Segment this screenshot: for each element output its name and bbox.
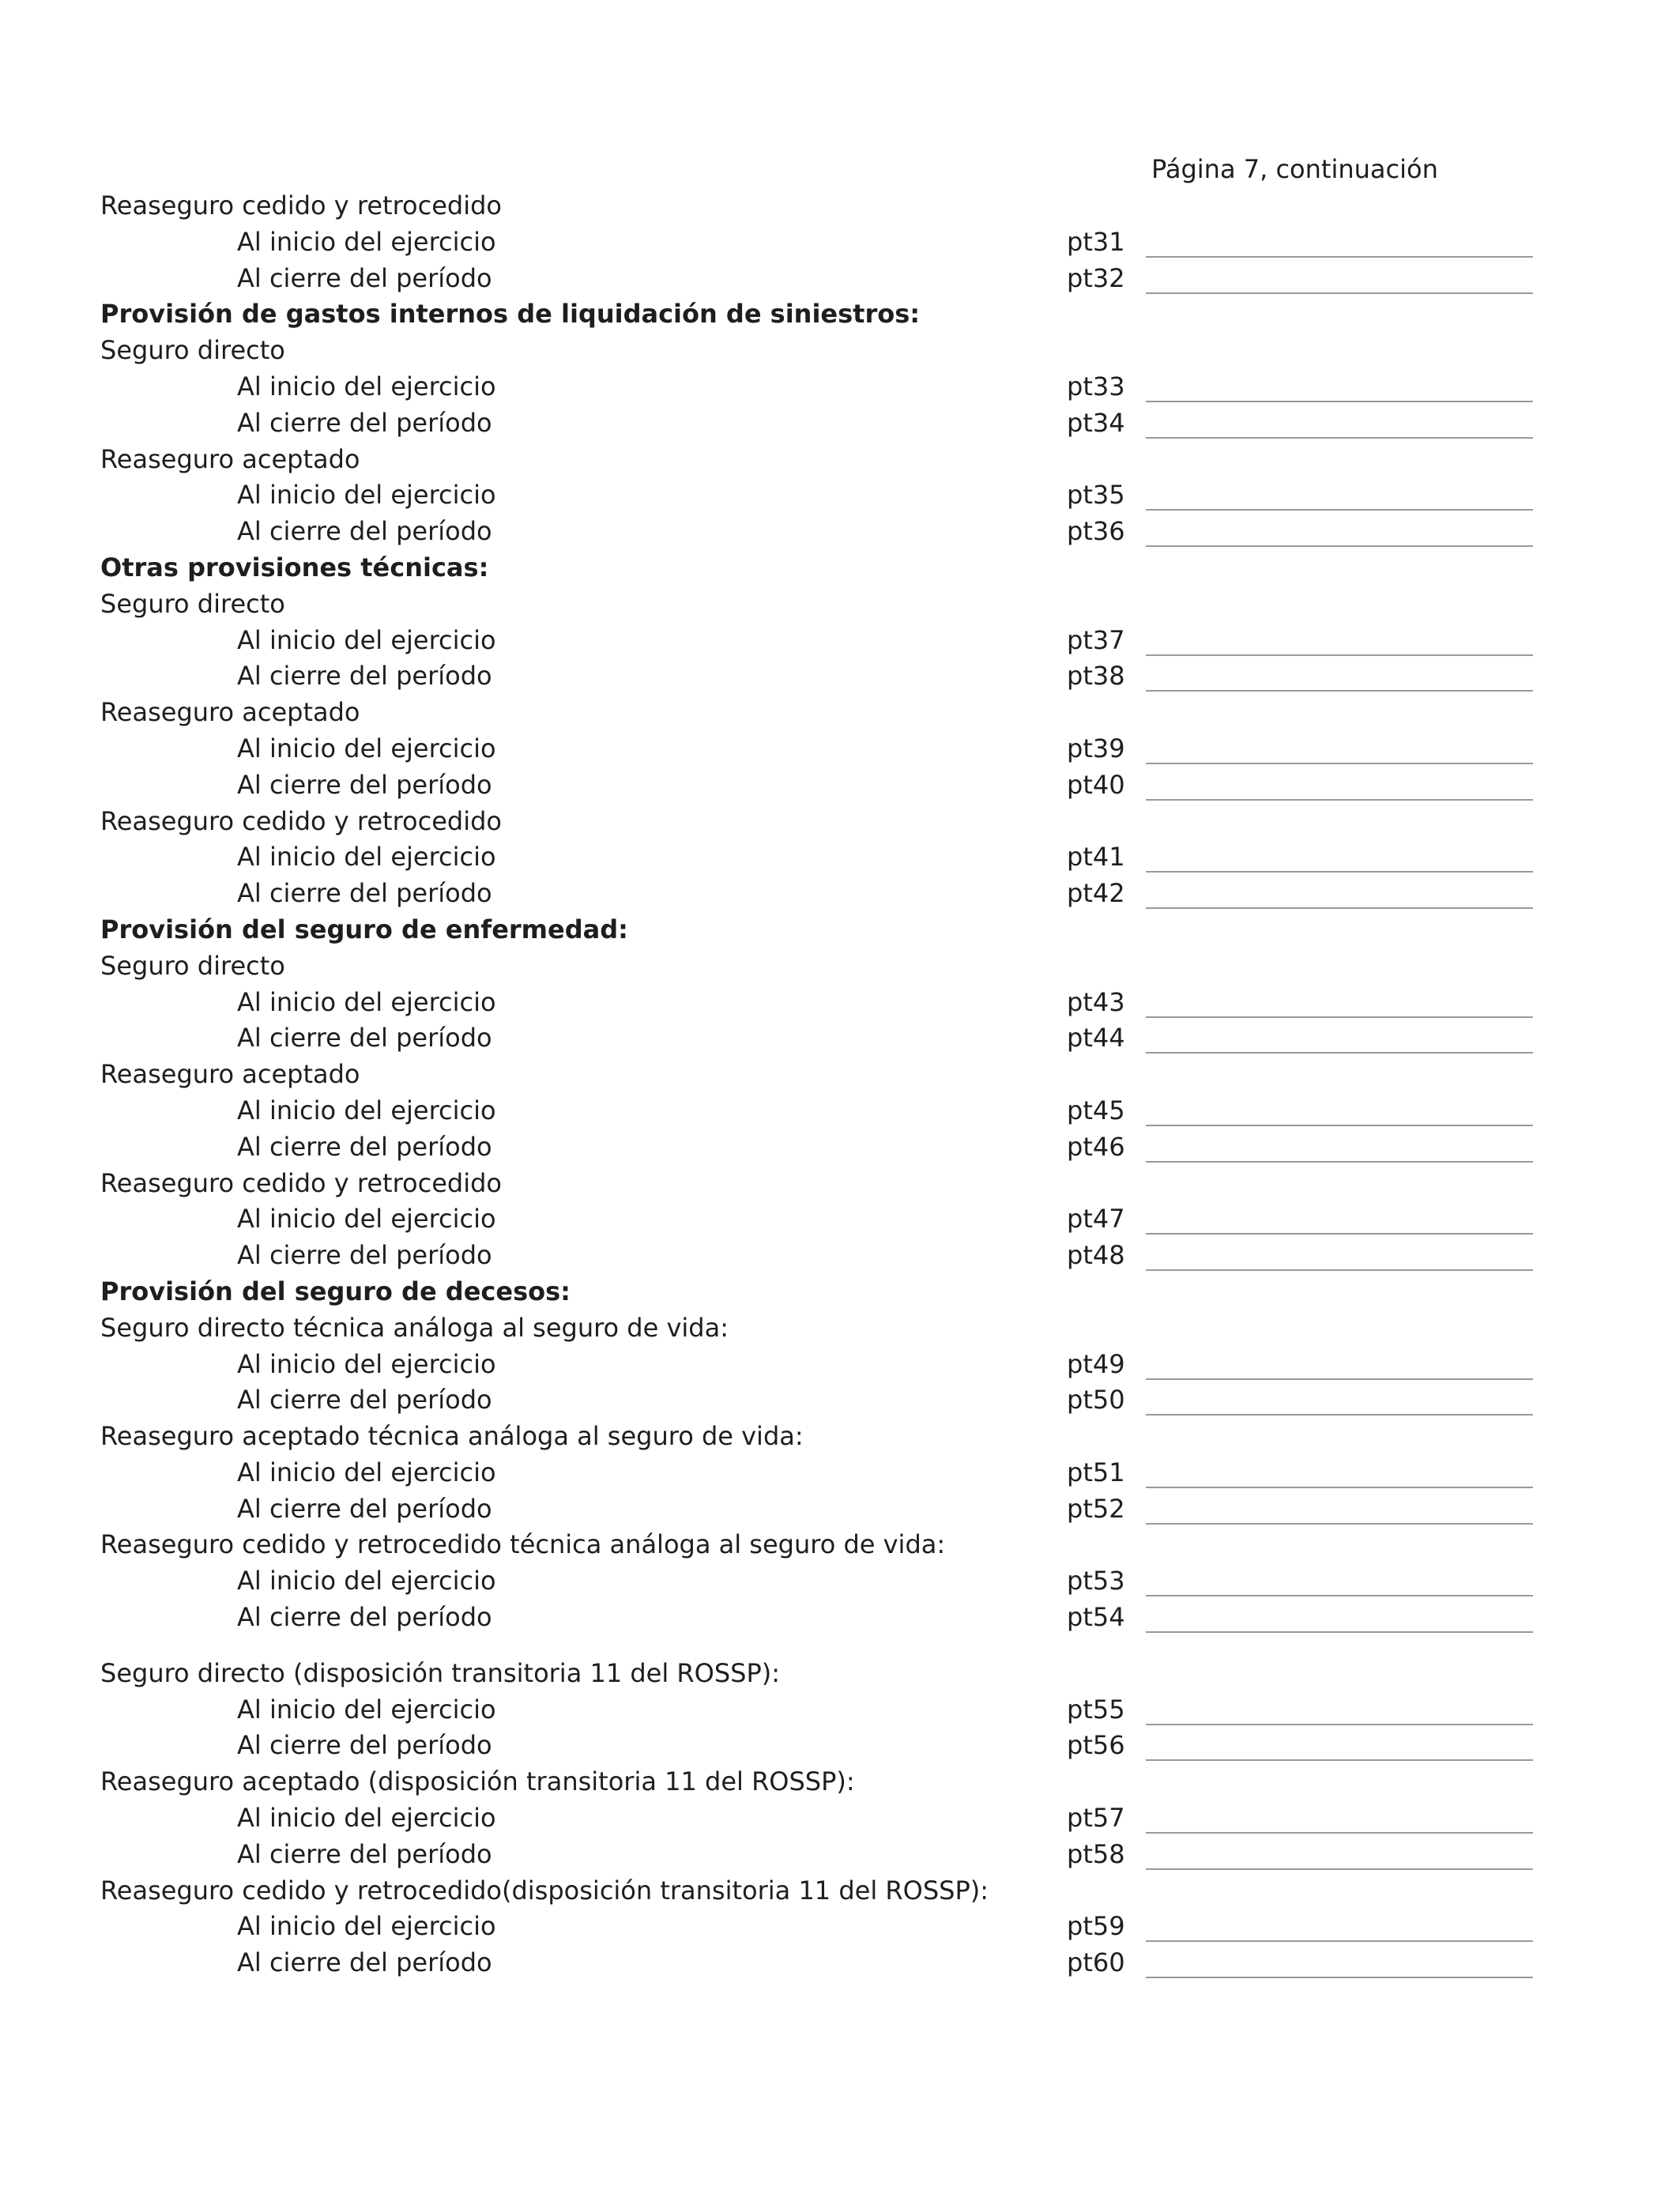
field-input-pt51[interactable] <box>1146 1459 1533 1488</box>
field-code: pt56 <box>1067 1730 1125 1761</box>
section-heading <box>0 295 1680 331</box>
subsection-label <box>0 1055 1680 1091</box>
field-code: pt44 <box>1067 1023 1125 1054</box>
field-input-pt59[interactable] <box>1146 1913 1533 1942</box>
subsection-label <box>0 1525 1680 1562</box>
subsection-label-text: Seguro directo <box>100 588 285 619</box>
field-row <box>0 1835 1680 1872</box>
field-row <box>0 874 1680 910</box>
subsection-label <box>0 187 1680 223</box>
field-input-pt35[interactable] <box>1146 481 1533 511</box>
field-label: Al cierre del período <box>237 407 492 438</box>
field-row <box>0 1091 1680 1128</box>
field-row <box>0 404 1680 440</box>
field-label: Al inicio del ejercicio <box>237 371 496 401</box>
subsection-label-text: Reaseguro aceptado (disposición transitoria 11 del ROSSP): <box>100 1766 855 1797</box>
field-label: Al inicio del ejercicio <box>237 226 496 257</box>
field-input-pt34[interactable] <box>1146 409 1533 439</box>
field-code: pt60 <box>1067 1947 1125 1978</box>
field-label: Al inicio del ejercicio <box>237 1911 496 1942</box>
field-code: pt55 <box>1067 1694 1125 1725</box>
field-input-pt31[interactable] <box>1146 228 1533 258</box>
field-input-pt57[interactable] <box>1146 1804 1533 1834</box>
field-code: pt51 <box>1067 1457 1125 1487</box>
field-input-pt56[interactable] <box>1146 1732 1533 1761</box>
field-row <box>0 1019 1680 1055</box>
subsection-label <box>0 1417 1680 1453</box>
field-code: pt50 <box>1067 1385 1125 1416</box>
field-label: Al inicio del ejercicio <box>237 1566 496 1596</box>
provisions-form <box>0 187 1680 1980</box>
field-label: Al cierre del período <box>237 1947 492 1978</box>
field-label: Al cierre del período <box>237 769 492 800</box>
field-label: Al cierre del período <box>237 1023 492 1054</box>
field-row <box>0 766 1680 802</box>
subsection-label <box>0 1164 1680 1201</box>
section-heading-text: Provisión de gastos internos de liquidación de siniestros: <box>100 299 921 330</box>
field-input-pt32[interactable] <box>1146 265 1533 294</box>
field-row <box>0 1799 1680 1835</box>
field-input-pt33[interactable] <box>1146 373 1533 402</box>
field-label: Al cierre del período <box>237 1385 492 1416</box>
field-row <box>0 1345 1680 1382</box>
field-code: pt48 <box>1067 1240 1125 1271</box>
field-input-pt45[interactable] <box>1146 1097 1533 1126</box>
field-row <box>0 1726 1680 1762</box>
subsection-label <box>0 585 1680 621</box>
field-label: Al inicio del ejercicio <box>237 1348 496 1379</box>
field-code: pt34 <box>1067 407 1125 438</box>
field-input-pt52[interactable] <box>1146 1495 1533 1525</box>
field-row <box>0 1200 1680 1236</box>
field-code: pt37 <box>1067 624 1125 655</box>
field-code: pt58 <box>1067 1838 1125 1869</box>
field-input-pt41[interactable] <box>1146 843 1533 873</box>
field-row <box>0 1128 1680 1164</box>
section-heading-text: Provisión del seguro de enfermedad: <box>100 914 628 944</box>
field-label: Al inicio del ejercicio <box>237 480 496 511</box>
field-label: Al cierre del período <box>237 1838 492 1869</box>
section-spacer <box>0 1634 1680 1654</box>
field-code: pt57 <box>1067 1803 1125 1834</box>
subsection-label-text: Reaseguro aceptado técnica análoga al seguro de vida: <box>100 1421 804 1452</box>
field-label: Al cierre del período <box>237 1602 492 1633</box>
subsection-label-text: Reaseguro aceptado <box>100 697 360 728</box>
subsection-label-text: Reaseguro aceptado <box>100 1059 360 1090</box>
field-input-pt39[interactable] <box>1146 735 1533 764</box>
subsection-label-text: Reaseguro cedido y retrocedido(disposición transitoria 11 del ROSSP): <box>100 1875 989 1906</box>
field-input-pt53[interactable] <box>1146 1567 1533 1596</box>
field-label: Al inicio del ejercicio <box>237 986 496 1017</box>
subsection-label-text: Reaseguro cedido y retrocedido <box>100 190 502 221</box>
field-code: pt42 <box>1067 878 1125 909</box>
field-label: Al inicio del ejercicio <box>237 1803 496 1834</box>
field-label: Al inicio del ejercicio <box>237 733 496 763</box>
field-input-pt43[interactable] <box>1146 989 1533 1018</box>
field-label: Al cierre del período <box>237 262 492 293</box>
subsection-label <box>0 1309 1680 1345</box>
field-row <box>0 476 1680 512</box>
field-row <box>0 223 1680 259</box>
field-row <box>0 1381 1680 1417</box>
subsection-label <box>0 802 1680 839</box>
field-code: pt54 <box>1067 1602 1125 1633</box>
field-input-pt46[interactable] <box>1146 1133 1533 1163</box>
field-label: Al cierre del período <box>237 661 492 692</box>
field-code: pt36 <box>1067 516 1125 547</box>
field-code: pt33 <box>1067 371 1125 401</box>
field-row <box>0 729 1680 766</box>
field-row <box>0 1907 1680 1943</box>
field-code: pt39 <box>1067 733 1125 763</box>
field-input-pt49[interactable] <box>1146 1351 1533 1380</box>
field-code: pt46 <box>1067 1131 1125 1162</box>
page-header: Página 7, continuación <box>1151 154 1438 184</box>
field-input-pt37[interactable] <box>1146 627 1533 656</box>
subsection-label-text: Reaseguro cedido y retrocedido <box>100 805 502 836</box>
field-code: pt32 <box>1067 262 1125 293</box>
field-label: Al inicio del ejercicio <box>237 1457 496 1487</box>
field-row <box>0 259 1680 296</box>
subsection-label <box>0 693 1680 729</box>
field-label: Al inicio del ejercicio <box>237 624 496 655</box>
field-input-pt36[interactable] <box>1146 518 1533 547</box>
subsection-label <box>0 1654 1680 1691</box>
field-input-pt48[interactable] <box>1146 1242 1533 1271</box>
section-heading <box>0 1272 1680 1309</box>
subsection-label <box>0 1872 1680 1908</box>
subsection-label <box>0 947 1680 983</box>
field-input-pt50[interactable] <box>1146 1386 1533 1416</box>
field-label: Al inicio del ejercicio <box>237 1694 496 1725</box>
section-heading <box>0 548 1680 585</box>
field-code: pt45 <box>1067 1095 1125 1125</box>
field-code: pt49 <box>1067 1348 1125 1379</box>
field-label: Al cierre del período <box>237 878 492 909</box>
field-label: Al inicio del ejercicio <box>237 842 496 873</box>
field-row <box>0 1598 1680 1634</box>
field-input-pt42[interactable] <box>1146 880 1533 909</box>
section-heading-text: Otras provisiones técnicas: <box>100 552 489 582</box>
field-row <box>0 838 1680 874</box>
field-label: Al cierre del período <box>237 1240 492 1271</box>
field-row <box>0 657 1680 693</box>
section-heading <box>0 910 1680 947</box>
subsection-label-text: Seguro directo <box>100 335 285 366</box>
section-heading-text: Provisión del seguro de decesos: <box>100 1276 571 1306</box>
field-code: pt43 <box>1067 986 1125 1017</box>
field-input-pt38[interactable] <box>1146 662 1533 692</box>
field-input-pt54[interactable] <box>1146 1604 1533 1633</box>
field-code: pt40 <box>1067 769 1125 800</box>
subsection-label-text: Reaseguro aceptado <box>100 443 360 474</box>
field-input-pt60[interactable] <box>1146 1949 1533 1978</box>
field-code: pt31 <box>1067 226 1125 257</box>
field-code: pt53 <box>1067 1566 1125 1596</box>
field-row <box>0 1562 1680 1598</box>
field-row <box>0 983 1680 1020</box>
field-row <box>0 368 1680 404</box>
field-input-pt44[interactable] <box>1146 1024 1533 1054</box>
field-row <box>0 1691 1680 1727</box>
field-row <box>0 1490 1680 1526</box>
field-row <box>0 512 1680 548</box>
field-label: Al cierre del período <box>237 516 492 547</box>
subsection-label-text: Seguro directo técnica análoga al seguro de vida: <box>100 1312 729 1343</box>
subsection-label-text: Seguro directo <box>100 950 285 981</box>
field-input-pt55[interactable] <box>1146 1696 1533 1725</box>
subsection-label <box>0 440 1680 477</box>
field-row <box>0 1236 1680 1272</box>
field-label: Al inicio del ejercicio <box>237 1095 496 1125</box>
field-code: pt35 <box>1067 480 1125 511</box>
field-label: Al inicio del ejercicio <box>237 1204 496 1235</box>
subsection-label <box>0 331 1680 368</box>
subsection-label <box>0 1762 1680 1799</box>
field-label: Al cierre del período <box>237 1730 492 1761</box>
field-input-pt40[interactable] <box>1146 771 1533 801</box>
field-code: pt47 <box>1067 1204 1125 1235</box>
field-row <box>0 1453 1680 1490</box>
field-input-pt47[interactable] <box>1146 1205 1533 1235</box>
field-code: pt38 <box>1067 661 1125 692</box>
subsection-label-text: Reaseguro cedido y retrocedido <box>100 1167 502 1198</box>
field-row <box>0 621 1680 658</box>
field-code: pt52 <box>1067 1493 1125 1524</box>
field-input-pt58[interactable] <box>1146 1841 1533 1870</box>
field-label: Al cierre del período <box>237 1131 492 1162</box>
subsection-label-text: Reaseguro cedido y retrocedido técnica análoga al seguro de vida: <box>100 1529 946 1560</box>
subsection-label-text: Seguro directo (disposición transitoria 11 del ROSSP): <box>100 1657 781 1688</box>
field-code: pt41 <box>1067 842 1125 873</box>
field-row <box>0 1943 1680 1980</box>
field-label: Al cierre del período <box>237 1493 492 1524</box>
field-code: pt59 <box>1067 1911 1125 1942</box>
